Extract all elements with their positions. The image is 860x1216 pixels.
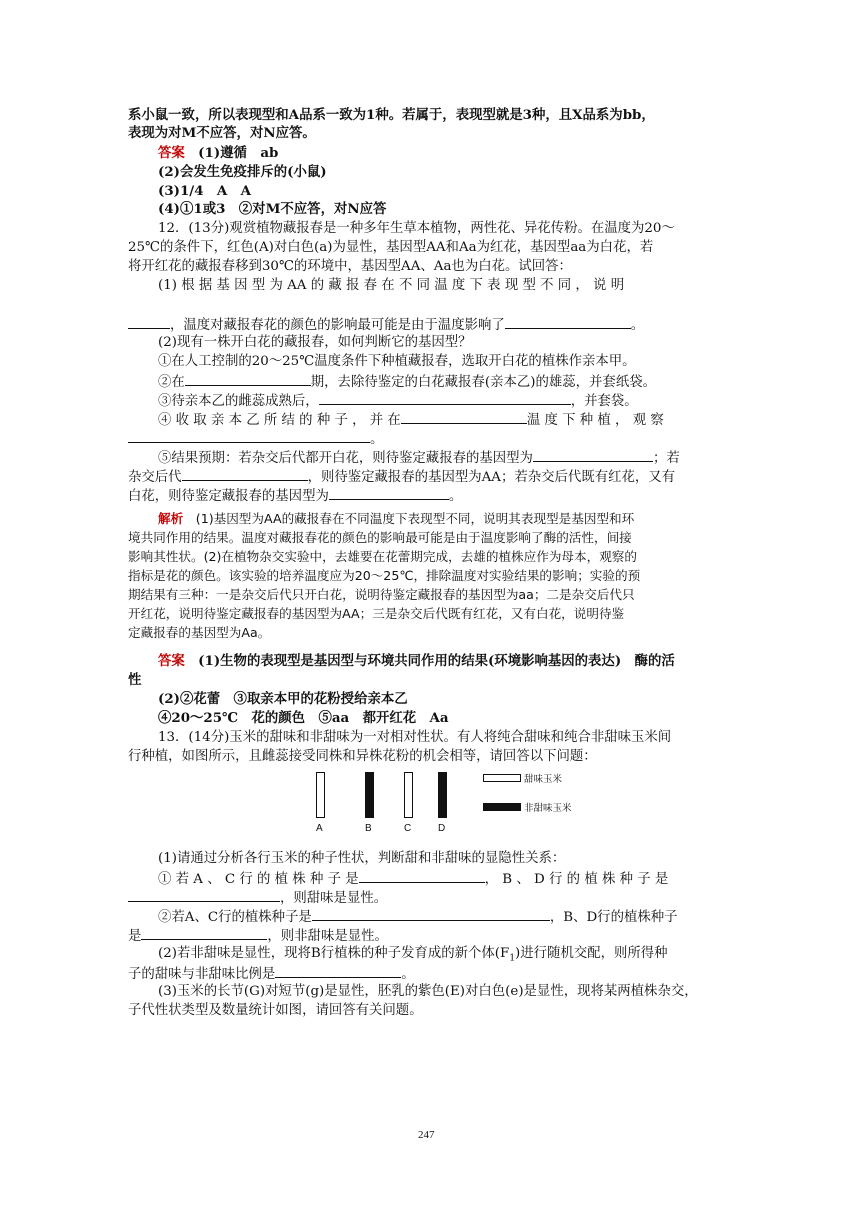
legend-swatch-sweet <box>483 774 521 782</box>
answer-blank[interactable] <box>329 486 449 500</box>
text-line: 白花，则待鉴定藏报春的基因型为 。 <box>128 486 735 505</box>
answer-blank[interactable] <box>319 391 571 405</box>
answer-tag: 答案 <box>158 653 185 669</box>
text-line: (3)玉米的长节(G)对短节(g)是显性，胚乳的紫色(E)对白色(e)是显性，现将某两植株杂交， <box>158 984 698 999</box>
answer-line: 答案 (1)生物的表现型是基因型与环境共同作用的结果(环境影响基因的表达) 酶的活 <box>158 653 675 669</box>
text-line: ，温度对藏报春花的颜色的影响最可能是由于温度影响了 。 <box>128 315 735 334</box>
row-bar-nonsweet <box>365 772 374 818</box>
text-line: ①在人工控制的20～25℃温度条件下种植藏报春，选取开白花的植株作亲本甲。 <box>158 354 636 369</box>
answer-tag: 答案 <box>158 145 185 161</box>
analysis-line: 影响其性状。(2)在植物杂交实验中，去雄要在花蕾期完成，去雄的植株应作为母本，观察的 <box>128 549 637 564</box>
text-line: ②若A、C行的植株种子是 ，B、D行的植株种子 <box>158 907 735 926</box>
analysis-line: 定藏报春的基因型为Aa。 <box>128 625 271 640</box>
answer-blank[interactable] <box>533 448 653 462</box>
answer-line: (3)1/4 A A <box>158 183 252 199</box>
text-line: 25℃的条件下，红色(A)对白色(a)为显性，基因型AA和Aa为红花，基因型aa为白花，若 <box>128 240 654 255</box>
planting-diagram <box>308 768 608 838</box>
answer-blank[interactable] <box>312 907 550 921</box>
text-line: (2)现有一株开白花的藏报春，如何判断它的基因型？ <box>158 335 472 350</box>
legend-label: 甜味玉米 <box>524 774 563 785</box>
answer-line: (2)②花蕾 ③取亲本甲的花粉授给亲本乙 <box>158 691 408 707</box>
answer-blank[interactable] <box>401 410 527 424</box>
answer-line: 性 <box>128 672 142 688</box>
text-line: 表现为对M不应答，对N应答。 <box>128 125 316 141</box>
row-bar-sweet <box>316 772 325 818</box>
row-label: C <box>404 823 412 834</box>
text-line: 子代性状类型及数量统计如图，请回答有关问题。 <box>128 1003 423 1018</box>
answer-blank[interactable] <box>275 964 401 978</box>
legend-label: 非甜味玉米 <box>524 803 572 814</box>
text-line: 系小鼠一致，所以表现型和A品系一致为1种。若属于，表现型就是3种，且X品系为bb， <box>128 107 655 123</box>
text-line: ，则甜味是显性。 <box>128 888 735 907</box>
answer-line: ④20～25℃ 花的颜色 ⑤aa 都开红花 Aa <box>158 710 449 726</box>
text-line: ②在 期，去除待鉴定的白花藏报春(亲本乙)的雄蕊，并套纸袋。 <box>158 372 735 391</box>
question-12: 12．(13分)观赏植物藏报春是一种多年生草本植物，两性花、异花传粉。在温度为20～ <box>158 221 675 236</box>
page-number: 247 <box>418 1129 435 1141</box>
question-13: 13．(14分)玉米的甜味和非甜味为一对相对性状。有人将纯合甜味和纯合非甜味玉米间 <box>158 730 672 745</box>
row-label: A <box>316 823 323 834</box>
analysis-line: 境共同作用的结果。温度对藏报春花的颜色的影响最可能是由于温度影响了酶的活性，间接 <box>128 530 632 545</box>
answer-blank[interactable] <box>505 315 631 329</box>
text-line: 。 <box>128 429 735 448</box>
row-bar-nonsweet <box>438 772 447 818</box>
answer-blank[interactable] <box>128 888 280 902</box>
text-line: (2)若非甜味是显性，现将B行植株的种子发育成的新个体$(F_1)$进行随机交配，则所得种 <box>158 946 668 964</box>
answer-line: (2)会发生免疫排斥的(小鼠) <box>158 164 327 180</box>
text-line: 将开红花的藏报春移到30℃的环境中，基因型AA、Aa也为白花。试回答： <box>128 259 572 274</box>
answer-blank[interactable] <box>359 869 485 883</box>
analysis-line: 解析 (1)基因型为AA的藏报春在不同温度下表现型不同，说明其表现型是基因型和环 <box>158 511 635 526</box>
text-line: ④ 收 取 亲 本 乙 所 结 的 种 子 ， 并 在 温 度 下 种 植 ， 观 察 <box>158 410 735 429</box>
legend-swatch-nonsweet <box>483 803 521 811</box>
answer-blank[interactable] <box>128 429 370 443</box>
answer-blank[interactable] <box>141 926 267 940</box>
text-line: 是 ，则非甜味是显性。 <box>128 926 735 945</box>
analysis-line: 指标是花的颜色。该实验的培养温度应为20～25℃，排除温度对实验结果的影响；实验的预 <box>128 568 641 583</box>
text-line: ① 若 A 、 C 行 的 植 株 种 子 是 ， B 、 D 行 的 植 株 种 子 是 <box>158 869 735 888</box>
analysis-tag: 解析 <box>158 511 184 526</box>
answer-blank[interactable] <box>185 372 311 386</box>
text-line: ⑤结果预期：若杂交后代都开白花，则待鉴定藏报春的基因型为 ；若 <box>158 448 735 467</box>
text-line: 子的甜味与非甜味比例是 。 <box>128 964 735 983</box>
blank-line <box>128 296 735 308</box>
answer-line: 答案 (1)遵循 ab <box>158 145 279 161</box>
text-line: 行种植，如图所示，且雌蕊接受同株和异株花粉的机会相等，请回答以下问题： <box>128 749 597 764</box>
answer-blank[interactable] <box>128 315 170 329</box>
row-bar-sweet <box>404 772 413 818</box>
text-line: 杂交后代 ，则待鉴定藏报春的基因型为AA；若杂交后代既有红花，又有 <box>128 467 735 486</box>
text-line: ③待亲本乙的雌蕊成熟后， ，并套袋。 <box>158 391 735 410</box>
analysis-line: 期结果有三种：一是杂交后代只开白花，说明待鉴定藏报春的基因型为aa；二是杂交后代只 <box>128 587 635 602</box>
text-line: (1) 根 据 基 因 型 为 AA 的 藏 报 春 在 不 同 温 度 下 表 现 型 不 同 ， 说 明 <box>158 278 625 293</box>
text-line: (1)请通过分析各行玉米的种子性状，判断甜和非甜味的显隐性关系： <box>158 851 566 866</box>
analysis-line: 开红花，说明待鉴定藏报春的基因型为AA；三是杂交后代既有红花，又有白花，说明待鉴 <box>128 606 625 621</box>
answer-line: (4)①1或3 ②对M不应答，对N应答 <box>158 201 387 217</box>
answer-blank[interactable] <box>182 467 308 481</box>
row-label: B <box>365 823 372 834</box>
row-label: D <box>438 823 446 834</box>
